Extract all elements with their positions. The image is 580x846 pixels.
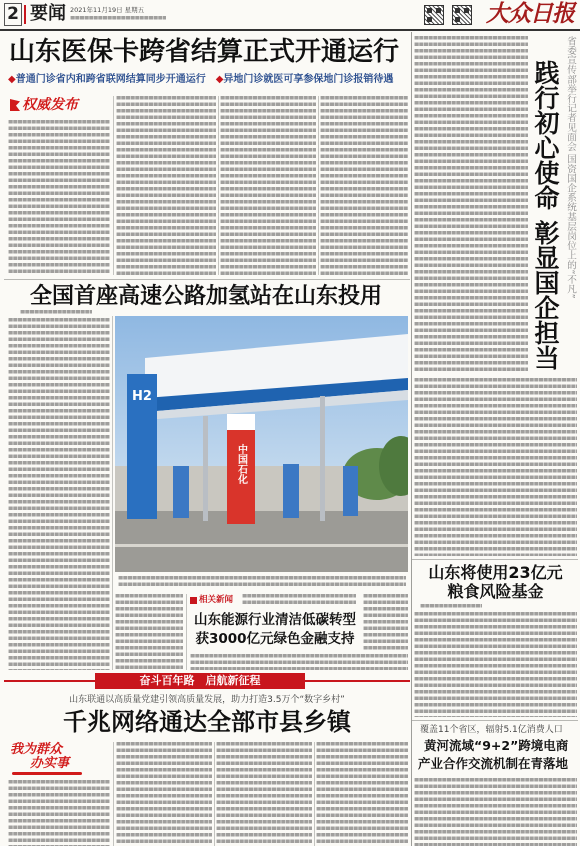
article-body-text xyxy=(242,594,356,604)
article-body-text xyxy=(116,742,212,846)
hydrogen-sign-text: H2 xyxy=(132,389,152,404)
byline-text xyxy=(420,604,482,608)
column-divider xyxy=(113,96,114,275)
dispenser xyxy=(283,464,299,518)
byline-text xyxy=(20,310,92,314)
grain-headline: 粮食风险基金 xyxy=(447,582,544,601)
authority-badge-icon xyxy=(10,99,20,111)
article-body-text xyxy=(363,594,408,650)
photo-caption-text xyxy=(118,576,406,587)
article-body-text xyxy=(8,318,110,670)
unicom-kicker: 山东联通以高质量党建引领高质量发展，助力打造3.5万个“数字乡村” xyxy=(69,695,345,705)
canopy-column xyxy=(203,416,208,521)
article-body-text xyxy=(8,780,110,846)
yellow-river-headline: 黄河流域“9+2”跨境电商 xyxy=(424,738,569,753)
column-divider xyxy=(214,742,215,846)
hydrogen-headline: 全国首座高速公路加氢站在山东投用 xyxy=(30,283,383,309)
unicom-headline: 千兆网络通达全部市县乡镇 xyxy=(63,708,351,736)
canopy-column xyxy=(320,396,325,521)
banner-rule xyxy=(305,680,410,682)
article-body-text xyxy=(316,742,408,846)
editor-info-text xyxy=(70,16,166,20)
related-headline: 获3000亿元绿色金融支持 xyxy=(195,631,355,647)
related-headline: 山东能源行业清洁低碳转型 xyxy=(194,612,356,628)
lead-subhead: 异地门诊就医可享参保地门诊报销待遇 xyxy=(223,74,394,85)
lead-headline: 山东医保卡跨省结算正式开通运行 xyxy=(9,37,400,67)
article-body-text xyxy=(414,778,577,846)
brand-pillar-text: 中国石化 xyxy=(235,444,247,484)
column-divider xyxy=(113,742,114,846)
section-title: 要闻 xyxy=(30,3,66,24)
article-body-text xyxy=(414,612,577,717)
yellow-river-headline: 产业合作交流机制在青落地 xyxy=(418,756,569,771)
qr-code xyxy=(452,5,472,25)
column-divider xyxy=(112,316,113,670)
related-news-icon xyxy=(190,597,197,604)
soe-headline: 践行初心使命 xyxy=(531,60,560,210)
page-number: 2 xyxy=(4,3,22,26)
column-divider xyxy=(186,594,187,670)
page-column-divider xyxy=(411,32,412,846)
diamond-bullet-icon: ◆ xyxy=(8,74,16,85)
issue-date: 2021年11月19日 星期五 xyxy=(70,6,145,14)
article-divider xyxy=(412,559,578,560)
banner-rule xyxy=(4,680,95,682)
header-accent-bar xyxy=(24,5,26,24)
article-divider xyxy=(4,279,410,280)
grain-headline: 山东将使用23亿元 xyxy=(428,563,563,582)
lead-subheads xyxy=(8,73,393,86)
article-body-text xyxy=(115,594,183,670)
service-badge-swoosh xyxy=(12,772,82,775)
brand-pillar-cap xyxy=(227,414,255,430)
diamond-bullet-icon: ◆ xyxy=(215,74,224,85)
ground xyxy=(115,511,408,572)
qr-code xyxy=(424,5,444,25)
column-divider xyxy=(318,96,319,275)
soe-kicker: 省委宣传部举行记者见面会 国资国企系统基层岗位上的“不凡” xyxy=(565,36,576,299)
authority-badge: 权威发布 xyxy=(22,97,78,113)
article-body-text xyxy=(414,378,577,556)
lane-marking xyxy=(115,544,408,547)
article-body-text xyxy=(216,742,312,846)
dispenser xyxy=(343,466,358,516)
article-body-text xyxy=(8,120,110,275)
column-divider xyxy=(218,96,219,275)
related-news-tag: 相关新闻 xyxy=(199,595,234,605)
article-body-text xyxy=(414,36,528,372)
service-badge-line: 办实事 xyxy=(30,756,70,771)
header-rule xyxy=(0,29,580,31)
soe-headline: 彰显国企担当 xyxy=(531,220,560,370)
masthead-logo: 大众日报 xyxy=(486,0,574,27)
dispenser xyxy=(173,466,189,518)
service-badge-line: 我为群众 xyxy=(10,742,63,757)
article-body-text xyxy=(220,96,316,275)
lead-subhead: 普通门诊省内和跨省联网结算同步开通运行 xyxy=(15,74,206,85)
article-body-text xyxy=(116,96,216,275)
yellow-river-kicker: 覆盖11个省区，辐射5.1亿消费人口 xyxy=(420,725,563,735)
theme-banner: 奋斗百年路 启航新征程 xyxy=(95,673,305,689)
article-body-text xyxy=(190,654,408,670)
column-divider xyxy=(314,742,315,846)
article-divider xyxy=(412,720,578,721)
hydrogen-station-photo xyxy=(115,316,408,572)
article-body-text xyxy=(320,96,408,275)
